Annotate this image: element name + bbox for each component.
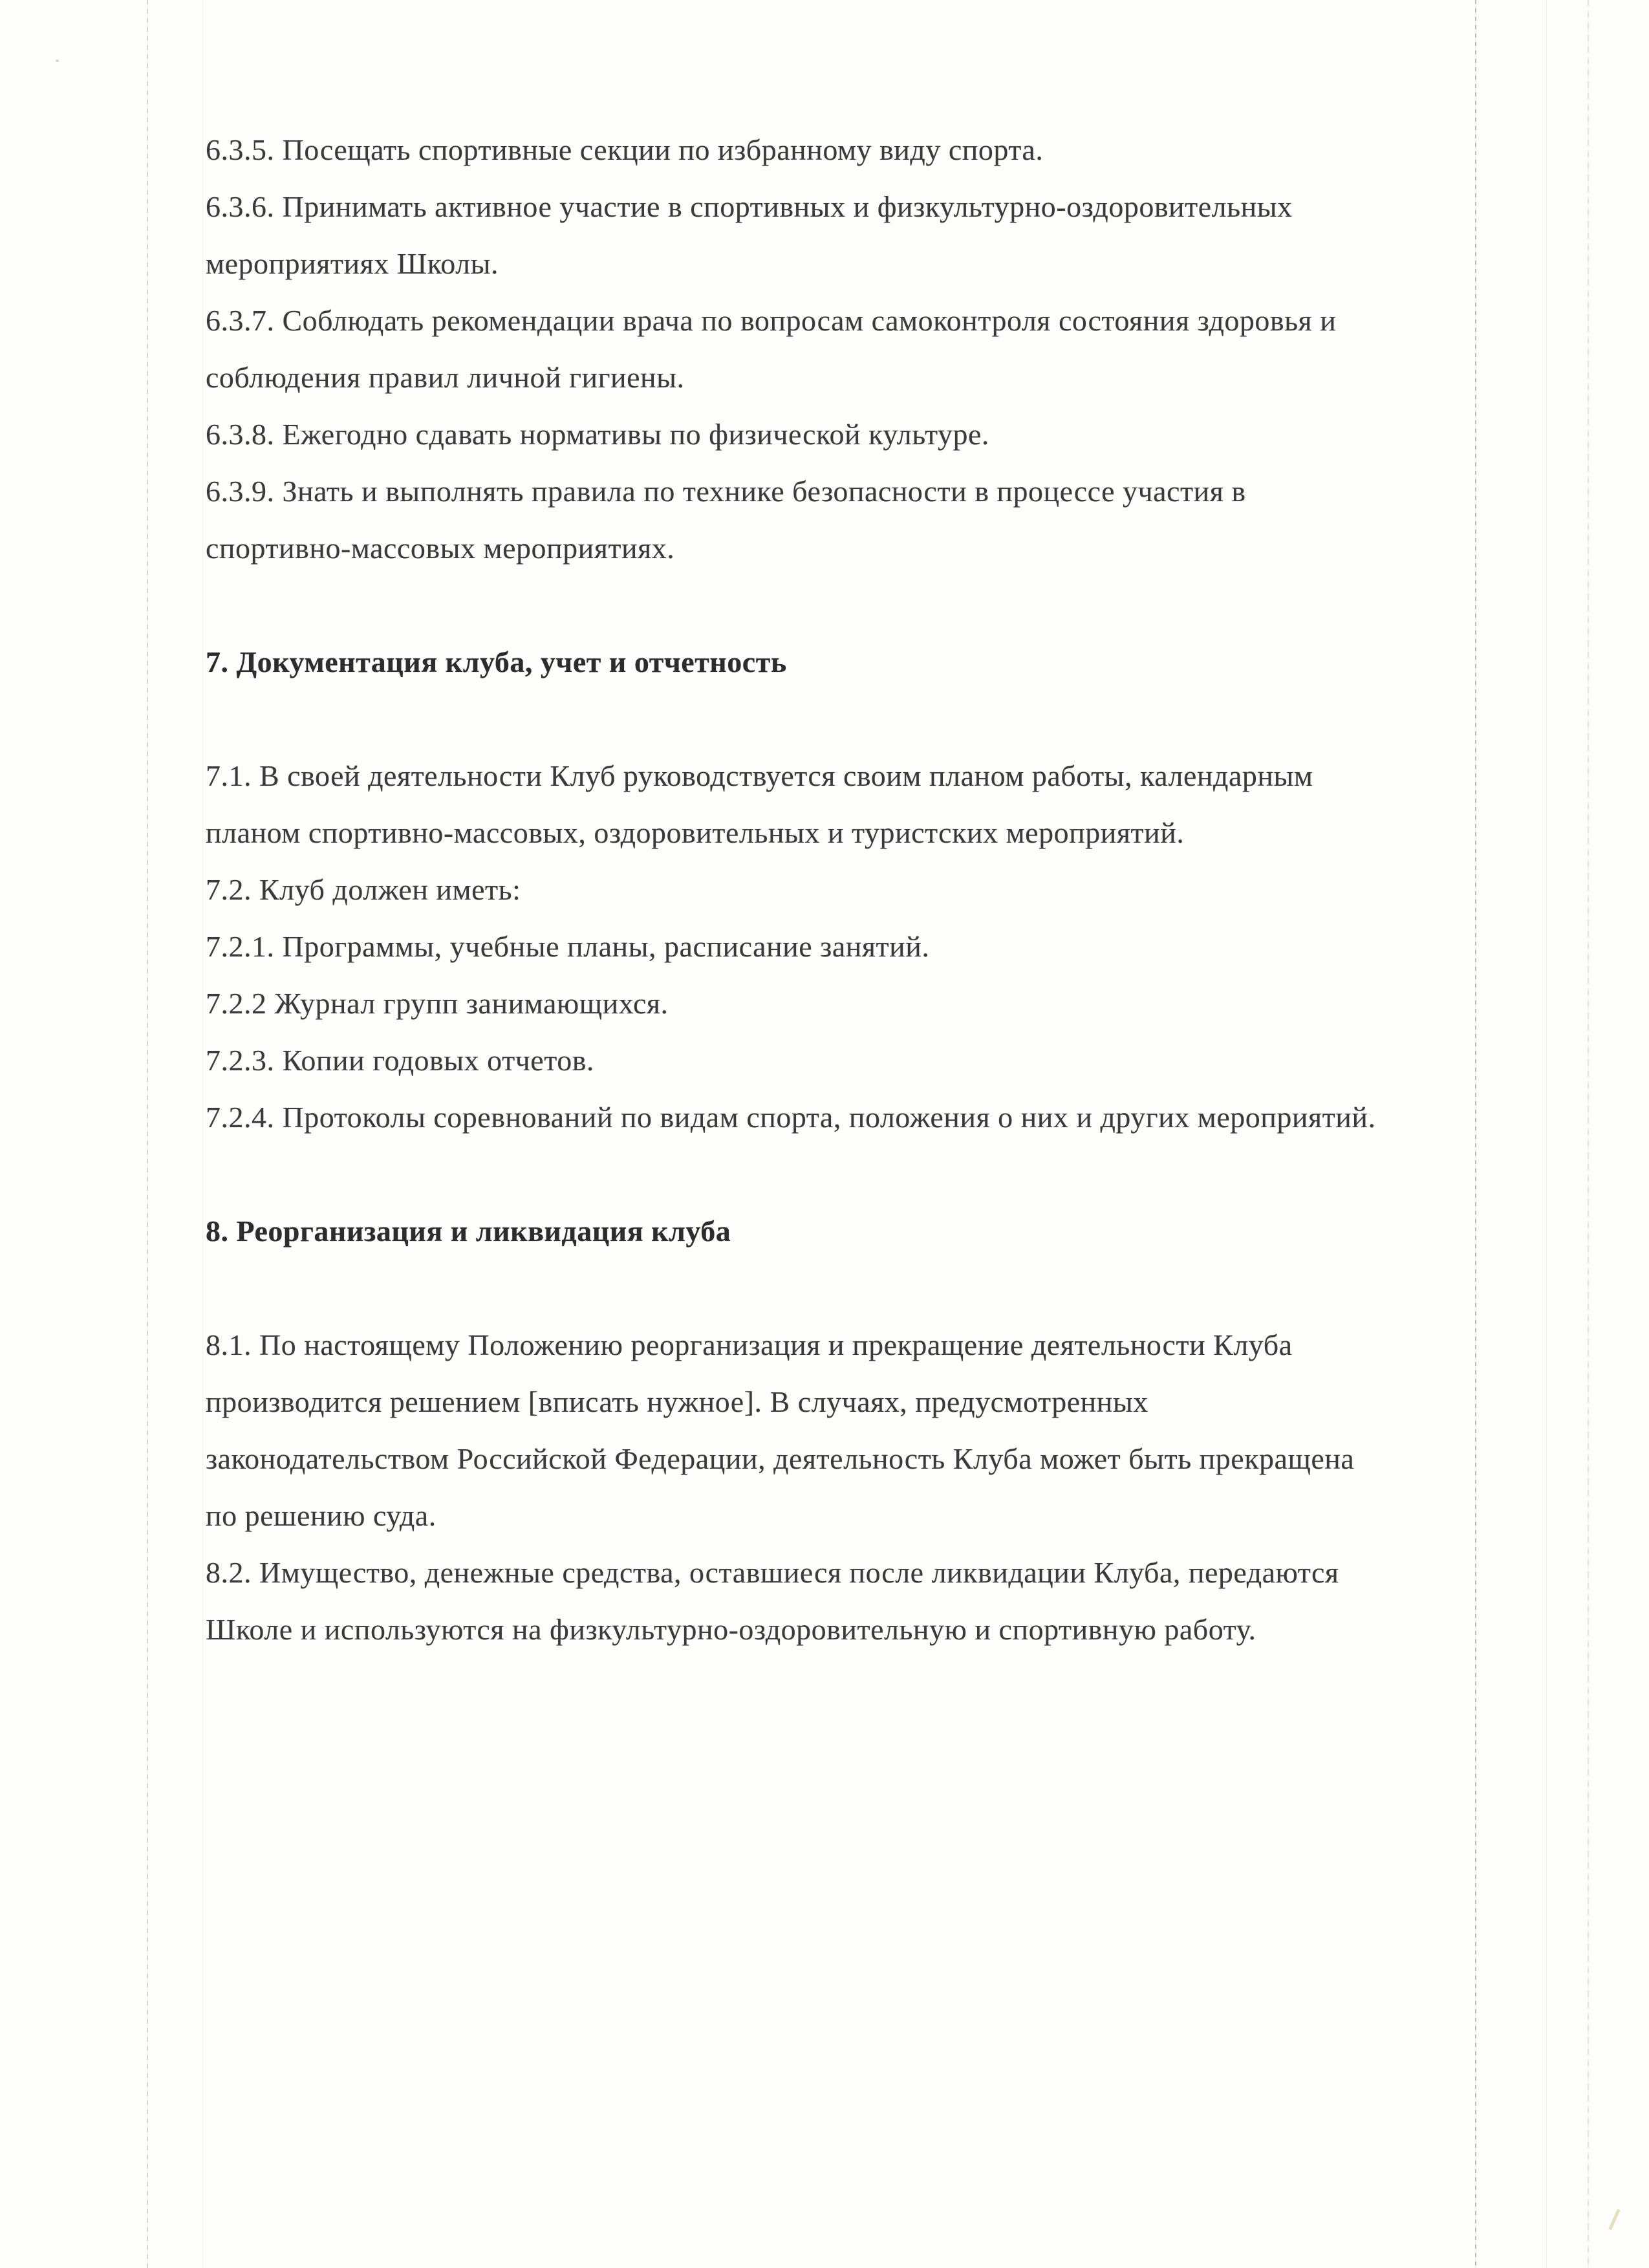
text-line: 7.2.2 Журнал групп занимающихся. — [206, 987, 669, 1020]
text-line: 6.3.7. Соблюдать рекомендации врача по вопросам самоконтроля состояния здоровья и — [206, 304, 1337, 337]
paragraph — [206, 1544, 1493, 1658]
text-line: 7.2.3. Копии годовых отчетов. — [206, 1044, 594, 1077]
text-line: 6.3.8. Ежегодно сдавать нормативы по физической культуре. — [206, 418, 989, 451]
paragraph — [206, 406, 1493, 463]
text-line: по решению суда. — [206, 1499, 436, 1532]
paragraph — [206, 1317, 1493, 1544]
heading-text: 7. Документация клуба, учет и отчетность — [206, 645, 787, 678]
scan-artifact-line — [202, 0, 203, 2268]
paragraph — [206, 748, 1493, 861]
text-line: производится решением [вписать нужное]. В случаях, предусмотренных — [206, 1385, 1148, 1418]
text-line: 6.3.9. Знать и выполнять правила по технике безопасности в процессе участия в — [206, 475, 1246, 508]
scan-artifact-line — [1546, 0, 1547, 2268]
text-line: законодательством Российской Федерации, деятельность Клуба может быть прекращена — [206, 1442, 1355, 1475]
paragraph — [206, 1032, 1493, 1089]
text-line: 8.1. По настоящему Положению реорганизация и прекращение деятельности Клуба — [206, 1328, 1293, 1361]
text-line: 6.3.6. Принимать активное участие в спортивных и физкультурно-оздоровительных — [206, 190, 1293, 223]
paragraph — [206, 122, 1493, 178]
scan-artifact-speck — [56, 59, 59, 62]
paragraph — [206, 861, 1493, 918]
section-heading — [206, 1203, 1493, 1260]
text-line: 7.2. Клуб должен иметь: — [206, 873, 521, 906]
paragraph — [206, 292, 1493, 406]
text-line: 7.1. В своей деятельности Клуб руководствуется своим планом работы, календарным — [206, 759, 1313, 792]
section-heading — [206, 634, 1493, 691]
text-line: 6.3.5. Посещать спортивные секции по избранному виду спорта. — [206, 133, 1044, 166]
text-line: планом спортивно-массовых, оздоровительных и туристских мероприятий. — [206, 816, 1185, 849]
text-line: Школе и используются на физкультурно-оздоровительную и спортивную работу. — [206, 1613, 1256, 1646]
document-body — [206, 122, 1493, 1658]
text-line: мероприятиях Школы. — [206, 247, 499, 280]
text-line: соблюдения правил личной гигиены. — [206, 361, 685, 394]
paragraph — [206, 1089, 1493, 1146]
heading-text: 8. Реорганизация и ликвидация клуба — [206, 1215, 731, 1247]
text-line: спортивно-массовых мероприятиях. — [206, 532, 675, 565]
text-line: 7.2.1. Программы, учебные планы, расписание занятий. — [206, 930, 930, 963]
paragraph — [206, 975, 1493, 1032]
scan-artifact-mark — [1608, 2209, 1620, 2230]
scan-artifact-line — [147, 0, 148, 2268]
text-line: 7.2.4. Протоколы соревнований по видам спорта, положения о них и других мероприятий. — [206, 1101, 1376, 1134]
paragraph — [206, 178, 1493, 292]
paragraph — [206, 463, 1493, 577]
paragraph — [206, 918, 1493, 975]
scan-artifact-line — [1588, 0, 1589, 2268]
text-line: 8.2. Имущество, денежные средства, оставшиеся после ликвидации Клуба, передаются — [206, 1556, 1339, 1589]
